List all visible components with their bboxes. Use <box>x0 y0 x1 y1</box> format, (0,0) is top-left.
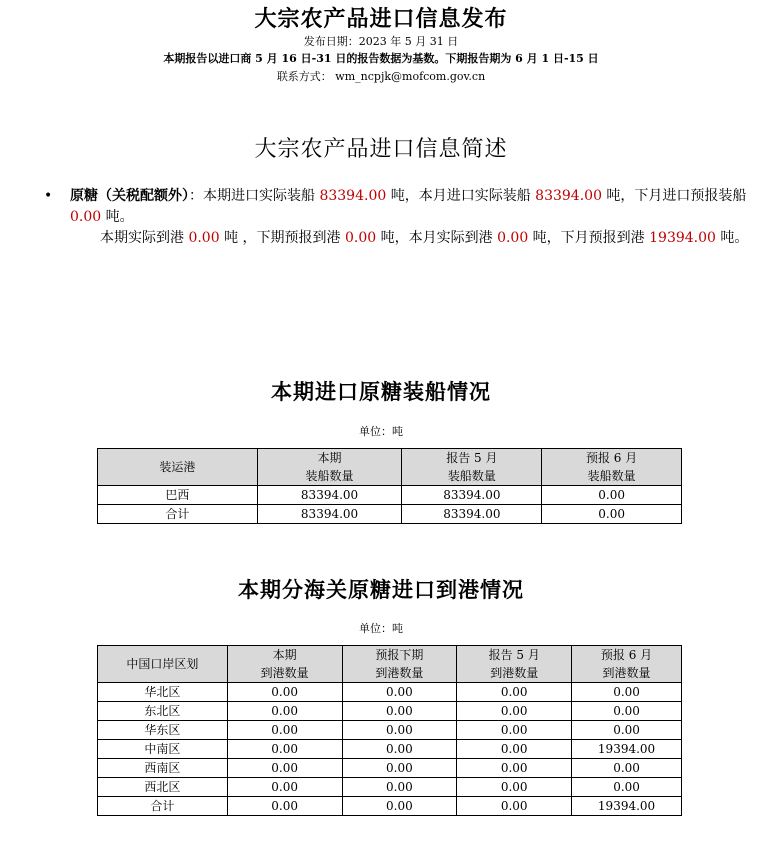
table-row <box>98 759 682 778</box>
table-cell: 合计 <box>98 797 228 816</box>
table-cell: 0.00 <box>457 759 572 778</box>
table-header-row <box>98 646 682 683</box>
table-cell: 0.00 <box>227 797 342 816</box>
summary-title: 大宗农产品进口信息简述 <box>254 137 508 162</box>
publish-date: 发布日期：2023 年 5 月 31 日 <box>303 35 459 48</box>
col-header: 中国口岸区划 <box>98 646 228 683</box>
table-cell: 0.00 <box>572 683 682 702</box>
value-month-arrived: 0.00 <box>497 230 529 246</box>
table-cell: 0.00 <box>227 721 342 740</box>
table-cell: 0.00 <box>342 702 457 721</box>
value-next-month-arrival: 19394.00 <box>649 230 716 246</box>
table-cell: 西南区 <box>98 759 228 778</box>
table-row <box>98 797 682 816</box>
table-row <box>98 683 682 702</box>
value-next-period-arrival: 0.00 <box>344 230 377 246</box>
col-header: 预报 6 月 到港数量 <box>572 646 682 683</box>
bullet-icon: • <box>44 188 53 204</box>
value-current-arrived: 0.00 <box>188 230 220 246</box>
table-cell: 0.00 <box>457 740 572 759</box>
value-next-month-forecast: 0.00 <box>70 209 102 225</box>
table-cell: 0.00 <box>227 702 342 721</box>
col-header: 本期 装船数量 <box>257 449 402 486</box>
value-current-shipped: 83394.00 <box>319 188 387 204</box>
value-month-shipped: 83394.00 <box>535 188 602 204</box>
col-header: 装运港 <box>98 449 258 486</box>
table-cell: 0.00 <box>572 759 682 778</box>
table-cell: 0.00 <box>227 759 342 778</box>
table-cell: 83394.00 <box>257 486 402 505</box>
shipping-table <box>97 448 682 524</box>
arrival-table-title: 本期分海关原糖进口到港情况 <box>238 577 524 602</box>
table-cell: 0.00 <box>457 797 572 816</box>
table-row <box>98 486 682 505</box>
table-cell: 0.00 <box>572 702 682 721</box>
table-cell: 0.00 <box>542 505 682 524</box>
col-header: 预报下期 到港数量 <box>342 646 457 683</box>
col-header: 报告 5 月 装船数量 <box>402 449 542 486</box>
table-cell: 0.00 <box>542 486 682 505</box>
table-cell: 0.00 <box>457 778 572 797</box>
commodity-name: 原糖（关税配额外） <box>70 188 189 204</box>
table-cell: 0.00 <box>572 778 682 797</box>
table-cell: 83394.00 <box>257 505 402 524</box>
table-cell: 0.00 <box>572 721 682 740</box>
table-cell: 华北区 <box>98 683 228 702</box>
table-cell: 0.00 <box>342 797 457 816</box>
table-cell: 巴西 <box>98 486 258 505</box>
table-cell: 0.00 <box>227 683 342 702</box>
table-cell: 0.00 <box>342 759 457 778</box>
table-cell: 中南区 <box>98 740 228 759</box>
table-cell: 0.00 <box>342 740 457 759</box>
table-row <box>98 505 682 524</box>
page-title: 大宗农产品进口信息发布 <box>254 6 508 32</box>
table-row <box>98 702 682 721</box>
table-cell: 东北区 <box>98 702 228 721</box>
table-row <box>98 778 682 797</box>
table-header-row <box>98 449 682 486</box>
table-cell: 0.00 <box>457 702 572 721</box>
table-cell: 0.00 <box>227 740 342 759</box>
table-cell: 华东区 <box>98 721 228 740</box>
table-row <box>98 721 682 740</box>
table-cell: 83394.00 <box>402 486 542 505</box>
table-cell: 83394.00 <box>402 505 542 524</box>
col-header: 预报 6 月 装船数量 <box>542 449 682 486</box>
shipping-table-unit: 单位：吨 <box>359 425 403 438</box>
contact-info: 联系方式： wm_ncpjk@mofcom.gov.cn <box>276 70 486 83</box>
col-header: 本期 到港数量 <box>227 646 342 683</box>
table-cell: 0.00 <box>342 778 457 797</box>
table-cell: 合计 <box>98 505 258 524</box>
table-row <box>98 740 682 759</box>
table-cell: 0.00 <box>227 778 342 797</box>
table-cell: 19394.00 <box>572 740 682 759</box>
summary-paragraph: 原糖（关税配额外）：本期进口实际装船 83394.00 吨，本月进口实际装船 83394.00 吨，下月进口预报装船 0.00 吨。 本期实际到港 0.00 吨 ，下期预报到港 0.00 吨，本月实际到港 0.00 吨，下月预报到港 19394.00 吨。 <box>70 186 760 249</box>
report-period-note: 本期报告以进口商 5 月 16 日-31 日的报告数据为基数。下期报告期为 6 月 1 日-15 日 <box>163 52 599 65</box>
table-cell: 0.00 <box>457 721 572 740</box>
col-header: 报告 5 月 到港数量 <box>457 646 572 683</box>
table-cell: 0.00 <box>457 683 572 702</box>
table-cell: 0.00 <box>342 721 457 740</box>
summary-line-2: 本期实际到港 0.00 吨 ，下期预报到港 0.00 吨，本月实际到港 0.00 吨，下月预报到港 19394.00 吨。 <box>100 230 749 246</box>
table-cell: 0.00 <box>342 683 457 702</box>
shipping-table-title: 本期进口原糖装船情况 <box>271 379 491 404</box>
arrival-table-unit: 单位：吨 <box>359 622 403 635</box>
table-cell: 19394.00 <box>572 797 682 816</box>
arrival-table <box>97 645 682 816</box>
table-cell: 西北区 <box>98 778 228 797</box>
